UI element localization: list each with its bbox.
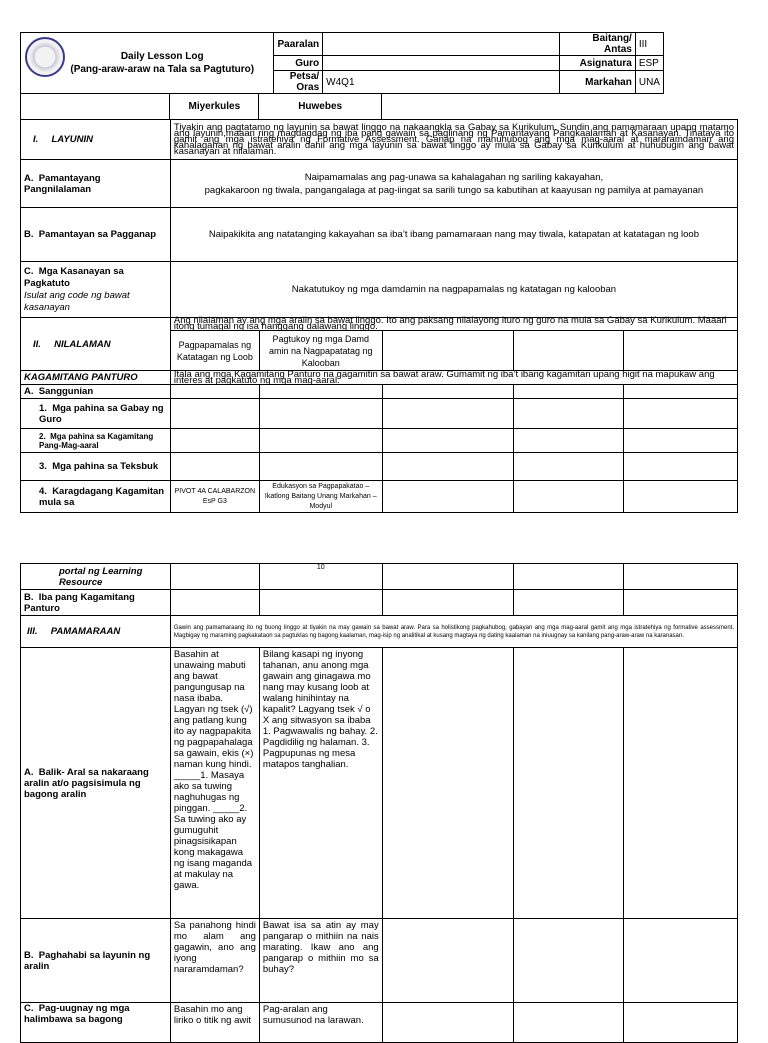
pamantayang-pangnilalaman-label: A. Pamantayang Pangnilalaman [21,160,171,208]
nilalaman-d4 [514,331,624,371]
pamamaraan-label: III. PAMAMARAAN [21,616,171,648]
header-title-cell [21,33,274,94]
kasanayan-cell [21,262,171,318]
lesson-table-page2 [20,563,738,1043]
nilalaman-label: II. NILALAMAN [21,318,171,371]
asignatura-label: Asignatura [560,56,636,71]
nilalaman-d3 [382,331,514,371]
day-header-row [20,93,382,120]
pag-uugnay-label: C. Pag-uugnay ng mga halimbawa sa bagong [21,1003,171,1043]
teksbuk-label: 3. Mga pahina sa Teksbuk [21,453,171,481]
karagdagang-d2: Edukasyon sa Pagpapakatao – Ikatlong Baitang Unang Markahan – Modyul [259,481,382,513]
pamamaraan-note: Gawin ang pamamaraang ito ng buong linggo at tiyakin na may gawain sa bawat araw. Para sa holistikong pagkahubog, gabayan ang mga mag-aaral gamit ang mga istratehiya ng formative assessment. Magbigay ng maraming pagkakataon sa pagtuklas ng bagong kaalaman, mag-isip ng analitikal at kusang magtaya ng dating kaalaman na iniuugnay sa kanilang pang-araw-araw na karanasan. [170,616,737,648]
guro-label: Guro [274,56,323,71]
day-header-blank [21,94,170,120]
balik-aral-label: A. Balik- Aral sa nakaraang aralin at/o pagsisimula ng bagong aralin [21,648,171,919]
kasanayan-label: C. Mga Kasanayan sa Pagkatuto [24,265,124,289]
nilalaman-d2: Pagtukoy ng mga Damd amin na Nagpapatatag ng Kalooban [259,331,382,371]
header-title-line1: Daily Lesson Log [120,51,204,62]
day-col-huwebes: Huwebes [259,94,382,120]
petsa-label: Petsa/ Oras [274,71,323,94]
paghahabi-d1: Sa panahong hindi mo alam ang gagawin, ano ang iyong nararamdaman? [170,919,259,1003]
nilalaman-note: Ang nilalaman ay ang mga aralin sa bawat linggo. Ito ang paksang nilalayong ituro ng guro na mula sa Gabay sa Kurikulum. Maaari itong tumagal ng isa hanggang dalawang linggo. [170,318,737,331]
kasanayan-sub: Isulat ang code ng bawat kasanayan [24,289,130,313]
asignatura-value[interactable]: ESP [635,56,663,71]
pamantayang-line2: pagkakaroon ng tiwala, pangangalaga at pag-iingat sa sarili tungo sa kabutihan at kaayusan ng pamilya at pamayanan [204,184,704,196]
baitang-value[interactable]: III [635,33,663,56]
pamantayang-pangnilalaman-text [170,160,737,208]
layunin-label: I. LAYUNIN [21,120,171,160]
karagdagang-d1: PIVOT 4A CALABARZON EsP G3 [170,481,259,513]
nilalaman-d5 [624,331,738,371]
pamantayan-pagganap-text: Naipakikita ang natatanging kakayahan sa iba’t ibang pamamaraan nang may tiwala, katapatan at katatagan ng loob [170,208,737,262]
markahan-label: Markahan [560,71,636,94]
portal-d2: 10 [259,564,382,590]
balik-aral-d1: Basahin at unawaing mabuti ang bawat pangungusap na nasa ibaba. Lagyan ng tsek (√) ang patlang kung ito ay nagpapakita ng pagpapahalaga sa gawain, ekis (×) naman kung hindi. _____1. Masaya ako sa tuwing naghuhugas ng pinggan. _____2. Sa tuwing ako ay gumuguhit pinagsisikapan kong makagawa ng isang maganda at makulay na gawa. [170,648,259,919]
nilalaman-d1: Pagpapamalas ng Katatagan ng Loob [170,331,259,371]
guro-value[interactable] [323,56,560,71]
karagdagang-kagamitan-label: 4. Karagdagang Kagamitan mula sa [21,481,171,513]
gabay-guro-label: 1. Mga pahina sa Gabay ng Guro [21,399,171,429]
pamantayang-line1: Naipamamalas ang pag-unawa sa kahalagahan ng sariling kakayahan, [304,171,604,183]
day-col-miyerkules: Miyerkules [170,94,259,120]
deped-seal-icon [25,37,65,77]
pamantayan-pagganap-label: B. Pamantayan sa Pagganap [21,208,171,262]
balik-aral-d2: Bilang kasapi ng inyong tahanan, anu anong mga gawain ang ginagawa mo nang may kusang loob at walang hinihintay na kapalit? Lagyang tsek √ o X ang sitwasyon sa ibaba 1. Pagwawalis ng bahay. 2. Pagdidilig ng halaman. 3. Pagpupunas ng mesa matapos tanghalian. [259,648,382,919]
lesson-table-page1 [20,119,738,513]
kagamitang-mag-aaral-label: 2. Mga pahina sa Kagamitang Pang-Mag-aaral [21,429,171,453]
layunin-note: Tiyakin ang pagtatamo ng layunin sa bawat linggo na nakaangkla sa Gabay sa Kurikulum. Sundin ang pamamaraan upang matamo ang layunin,maaari ring magdagdag ng iba pang gawain sa paglinang ng Pamantayang Pangkaalaman at Kasanayan. Tinataya ito gamit ang mga istratehiya ng Formative Assessment. Ganap na mahuhubog ang mga mag-aaral at mararamdaman ang kahalagahan ng bawat aralin dahil ang mga layunin sa bawat linggo ay mula sa Gabay sa Kurikulum at huhubugin ang bawat kasanayan at nilalaman. [170,120,737,160]
pag-uugnay-d2: Pag-aralan ang sumusunod na larawan. [259,1003,382,1043]
markahan-value[interactable]: UNA [635,71,663,94]
paghahabi-d2: Bawat isa sa atin ay may pangarap o mithiin na nais marating. Ikaw ano ang pangarap o mithiin mo sa buhay? [259,919,382,1003]
baitang-label: Baitang/ Antas [560,33,636,56]
portal-label: portal ng Learning Resource [21,564,171,590]
paghahabi-label: B. Paghahabi sa layunin ng aralin [21,919,171,1003]
petsa-value[interactable]: W4Q1 [323,71,560,94]
sanggunian-label: A. Sanggunian [21,385,171,399]
kagamitan-note: Itala ang mga Kagamitang Panturo na gagamitin sa bawat araw. Gumamit ng iba’t ibang kagamitan upang higit na mapukaw ang interes at pagkatuto ng mga mag-aaral. [170,371,737,385]
paaralan-label: Paaralan [274,33,323,56]
kagamitan-label: KAGAMITANG PANTURO [21,371,171,385]
header-table [20,32,664,94]
header-title-line2: (Pang-araw-araw na Tala sa Pagtuturo) [70,64,255,75]
iba-pang-kagamitan-label: B. Iba pang Kagamitang Panturo [21,590,171,616]
pag-uugnay-d1: Basahin mo ang liriko o titik ng awit [170,1003,259,1043]
paaralan-value[interactable] [323,33,560,56]
kasanayan-text: Nakatutukoy ng mga damdamin na nagpapamalas ng katatagan ng kalooban [170,262,737,318]
